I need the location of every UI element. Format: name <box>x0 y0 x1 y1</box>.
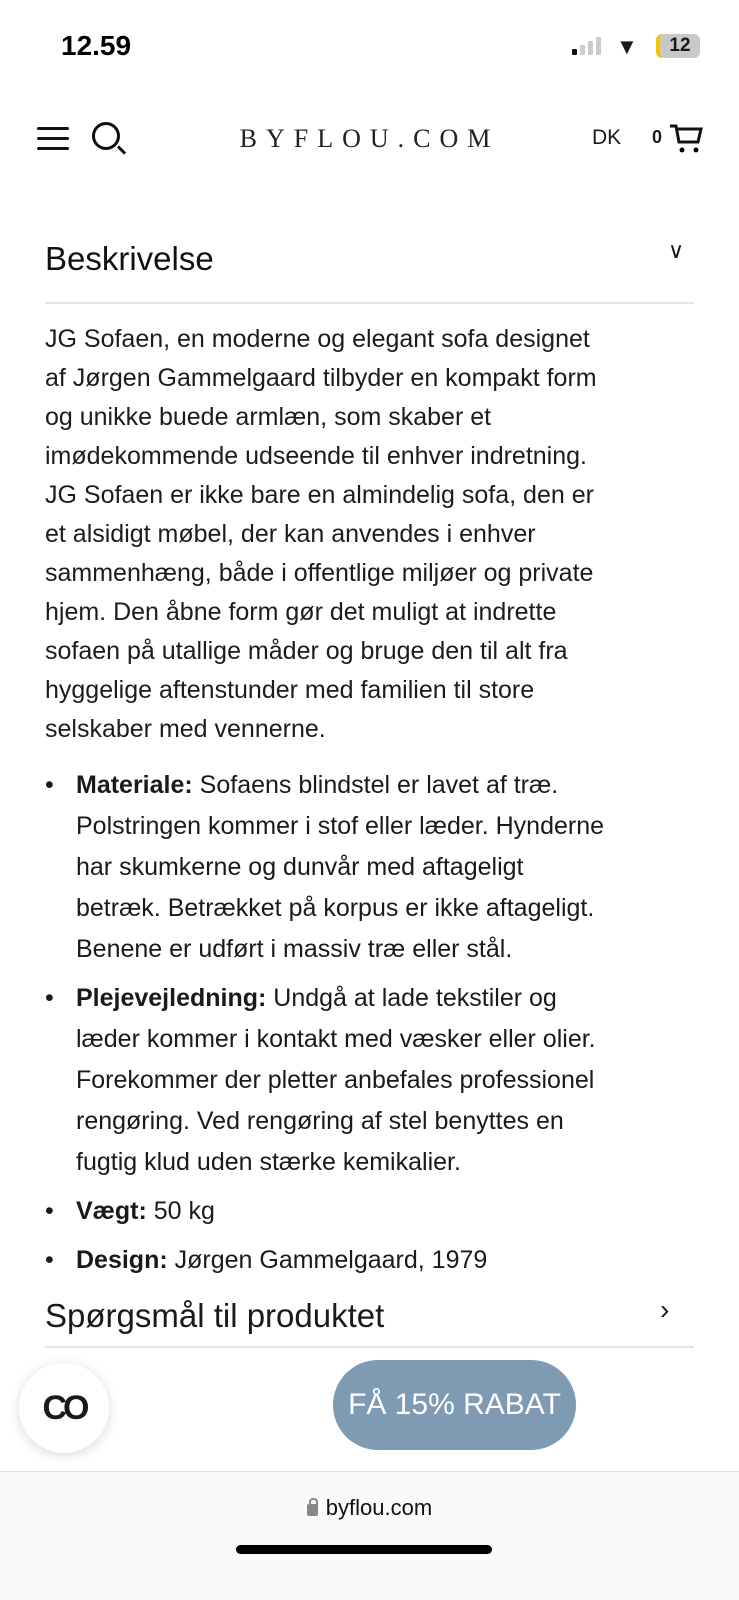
specs-list <box>45 765 725 1289</box>
spec-label: Plejevejledning: <box>76 984 267 1012</box>
cart-icon[interactable] <box>668 120 704 156</box>
spec-item <box>45 978 725 1183</box>
spec-value: 50 kg <box>146 1197 215 1225</box>
home-indicator[interactable] <box>236 1545 492 1554</box>
spec-value: Undgå at lade tekstiler og <box>266 984 557 1012</box>
spec-value: læder kommer i kontakt med væsker eller olier. <box>76 1025 596 1053</box>
browser-bar <box>0 1471 739 1600</box>
site-header <box>0 110 739 170</box>
description-line: et alsidigt møbel, der kan anvendes i enhver <box>45 520 536 548</box>
faq-title[interactable]: Spørgsmål til produktet <box>45 1297 385 1334</box>
spec-item <box>45 765 725 970</box>
spec-item <box>45 1240 725 1281</box>
spec-label: Design: <box>76 1246 168 1274</box>
chat-button[interactable]: CO <box>19 1363 109 1453</box>
description-line: JG Sofaen, en moderne og elegant sofa designet <box>45 325 590 353</box>
description-line: imødekommende udseende til enhver indretning. <box>45 442 587 470</box>
spec-label: Vægt: <box>76 1197 147 1225</box>
chevron-right-icon[interactable]: › <box>660 1294 670 1325</box>
battery-icon: 12 <box>656 34 700 58</box>
url-text: byflou.com <box>325 1495 433 1520</box>
spec-value: betræk. Betrækket på korpus er ikke aftageligt. <box>76 894 595 922</box>
spec-item <box>45 1191 725 1232</box>
spec-value: fugtig klud uden stærke kemikalier. <box>76 1148 461 1176</box>
description-line: af Jørgen Gammelgaard tilbyder en kompakt form <box>45 364 597 392</box>
lock-icon <box>307 1504 318 1516</box>
description-text <box>45 320 705 749</box>
site-logo[interactable]: BYFLOU.COM <box>239 124 500 153</box>
spec-value: Benene er udført i massiv træ eller stål. <box>76 935 513 963</box>
spec-value: rengøring. Ved rengøring af stel benyttes en <box>76 1107 564 1135</box>
chevron-down-icon[interactable]: ∨ <box>668 238 685 263</box>
description-line: sofaen på utallige måder og bruge den til alt fra <box>45 637 568 665</box>
wifi-icon: ▼ <box>616 34 638 59</box>
url-bar[interactable] <box>0 1495 739 1521</box>
status-bar <box>0 0 739 90</box>
locale-selector[interactable]: DK <box>592 126 622 149</box>
spec-label: Materiale: <box>76 771 193 799</box>
section-title[interactable]: Beskrivelse <box>45 240 214 277</box>
spec-value: Forekommer der pletter anbefales professionel <box>76 1066 595 1094</box>
description-line: selskaber med vennerne. <box>45 715 326 743</box>
divider <box>45 1346 694 1348</box>
discount-button[interactable]: FÅ 15% RABAT <box>333 1360 576 1450</box>
cart-count[interactable]: 0 <box>652 127 663 147</box>
divider <box>45 302 694 304</box>
spec-value: har skumkerne og dunvår med aftageligt <box>76 853 524 881</box>
description-line: sammenhæng, både i offentlige miljøer og private <box>45 559 594 587</box>
spec-value: Polstringen kommer i stof eller læder. Hynderne <box>76 812 605 840</box>
spec-value: Sofaens blindstel er lavet af træ. <box>192 771 559 799</box>
description-line: JG Sofaen er ikke bare en almindelig sofa, den er <box>45 481 594 509</box>
spec-value: Jørgen Gammelgaard, 1979 <box>167 1246 488 1274</box>
description-line: og unikke buede armlæn, som skaber et <box>45 403 492 431</box>
signal-icon <box>572 37 601 55</box>
description-line: hyggelige aftenstunder med familien til store <box>45 676 535 704</box>
clock: 12.59 <box>61 30 132 61</box>
description-line: hjem. Den åbne form gør det muligt at indrette <box>45 598 557 626</box>
